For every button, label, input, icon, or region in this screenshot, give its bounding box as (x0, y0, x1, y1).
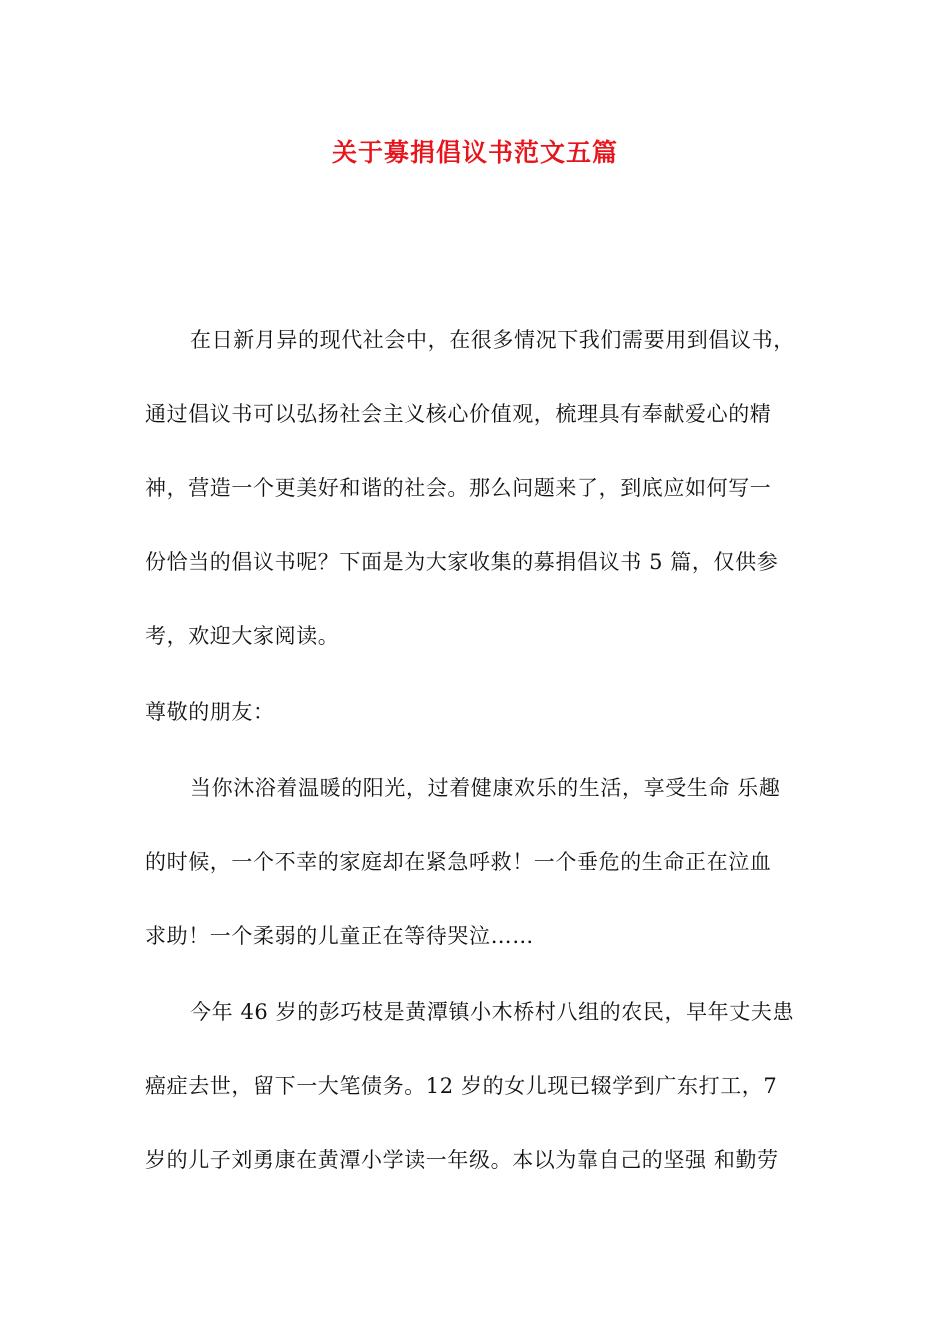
salutation-line: 尊敬的朋友： (145, 700, 275, 724)
paragraph-line: 当你沐浴着温暖的阳光，过着健康欢乐的生活，享受生命 乐趣 (190, 776, 781, 800)
paragraph-line: 求助！一个柔弱的儿童正在等待哭泣…… (145, 924, 534, 948)
paragraph-line: 今年 46 岁的彭巧枝是黄潭镇小木桥村八组的农民，早年丈夫患 (190, 1000, 795, 1024)
paragraph-line: 癌症去世，留下一大笔债务。12 岁的女儿现已辍学到广东打工，7 (145, 1074, 778, 1098)
paragraph-line: 份恰当的倡议书呢？下面是为大家收集的募捐倡议书 5 篇，仅供参 (145, 550, 779, 574)
paragraph-line: 岁的儿子刘勇康在黄潭小学读一年级。本以为靠自己的坚强 和勤劳 (145, 1148, 779, 1172)
document-title: 关于募捐倡议书范文五篇 (331, 138, 618, 167)
paragraph-line: 通过倡议书可以弘扬社会主义核心价值观，梳理具有奉献爱心的精 (145, 402, 772, 426)
paragraph-line: 在日新月异的现代社会中，在很多情况下我们需要用到倡议书， (190, 328, 795, 352)
paragraph-line: 的时候，一个不幸的家庭却在紧急呼救！一个垂危的生命正在泣血 (145, 850, 772, 874)
paragraph-line: 神，营造一个更美好和谐的社会。那么问题来了，到底应如何写一 (145, 476, 772, 500)
paragraph-line: 考，欢迎大家阅读。 (145, 624, 340, 648)
